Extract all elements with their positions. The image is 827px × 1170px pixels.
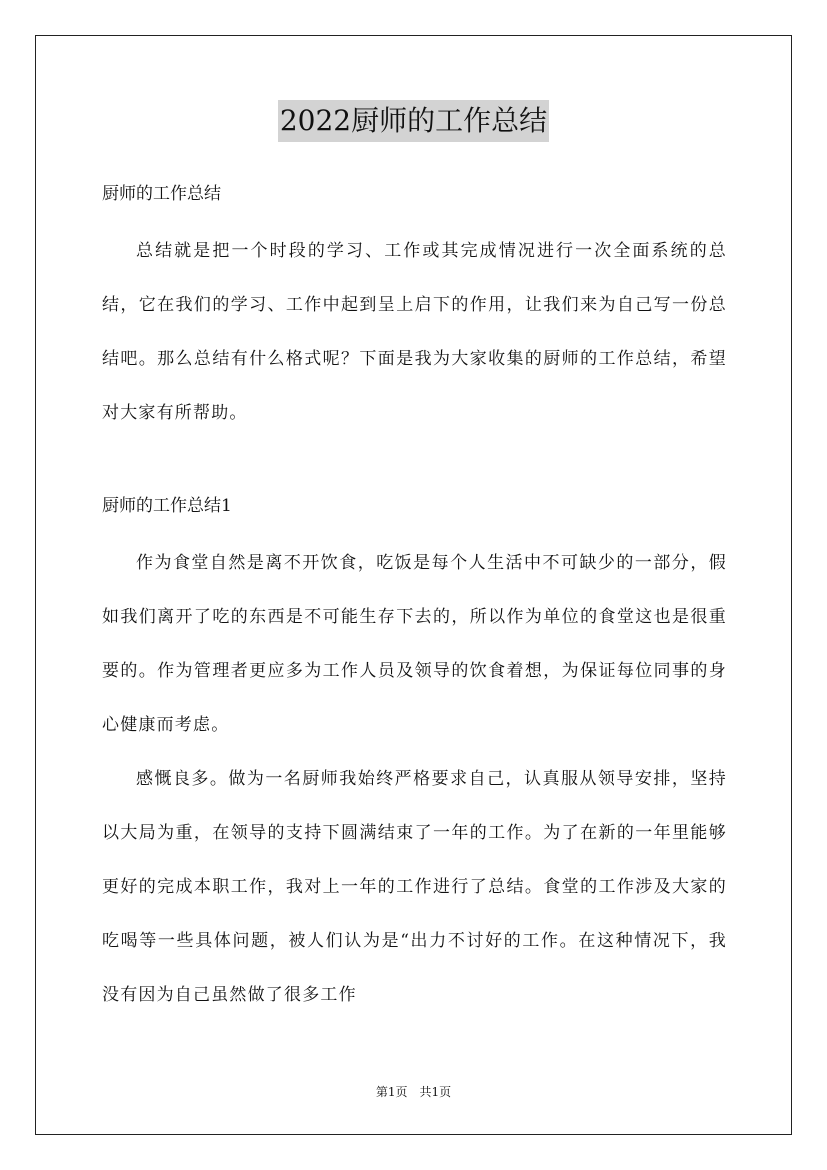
title-container <box>0 100 827 142</box>
intro-heading: 厨师的工作总结 <box>102 184 221 204</box>
section-1-paragraph: 作为食堂自然是离不开饮食，吃饭是每个人生活中不可缺少的一部分，假如我们离开了吃的东西是不可能生存下去的，所以作为单位的食堂这也是很重要的。作为管理者更应多为工作人员及领导的饮食着想，为保证每位同事的身心健康而考虑。 <box>102 553 727 735</box>
document-body <box>102 174 727 1022</box>
document-title: 2022厨师的工作总结 <box>278 100 549 142</box>
intro-paragraph: 总结就是把一个时段的学习、工作或其完成情况进行一次全面系统的总结，它在我们的学习、工作中起到呈上启下的作用，让我们来为自己写一份总结吧。那么总结有什么格式呢？下面是我为大家收集的厨师的工作总结，希望对大家有所帮助。 <box>102 241 727 423</box>
page-footer: 第1页 共1页 <box>375 1085 452 1099</box>
section-1-paragraph: 感慨良多。做为一名厨师我始终严格要求自己，认真服从领导安排，坚持以大局为重，在领导的支持下圆满结束了一年的工作。为了在新的一年里能够更好的完成本职工作，我对上一年的工作进行了总结。食堂的工作涉及大家的吃喝等一些具体问题，被人们认为是“出力不讨好的工作。在这种情况下，我没有因为自己虽然做了很多工作 <box>102 769 727 1005</box>
section-1-heading: 厨师的工作总结1 <box>102 496 232 516</box>
